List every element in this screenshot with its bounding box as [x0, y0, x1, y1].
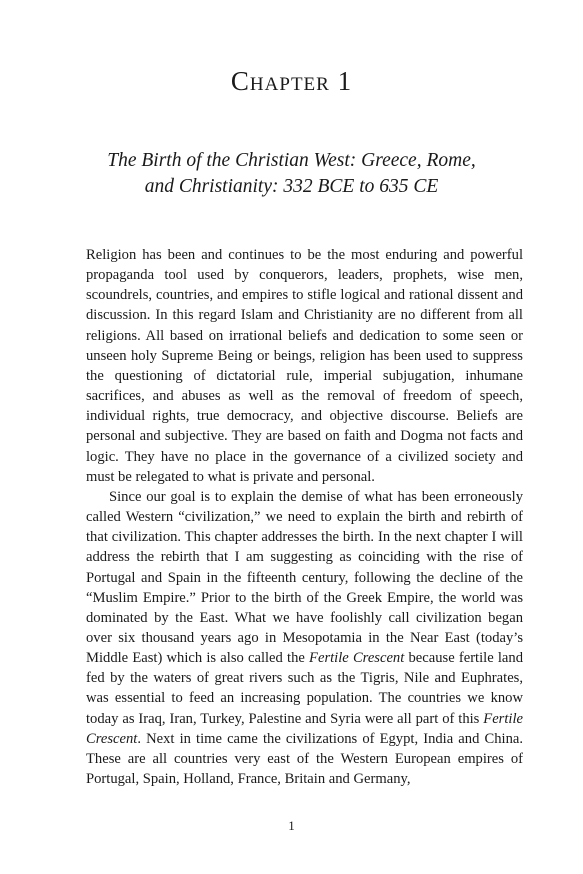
paragraph-1: Religion has been and continues to be the most enduring and powerful propaganda tool used by conquerors, leaders, prophets, wise men, scoundrels, countries, and empires to stifle logical and rational dissent and discussion. In this regard Islam and Christianity are no different from all religions. All based on irrational beliefs and dedication to some seen or unseen holy Supreme Being or beings, religion has been used to suppress the questioning of dictatorial rule, imperial subjugation, inhumane sacrifices, and abuses as well as the removal of freedom of speech, individual rights, true democracy, and objective discourse. Beliefs are personal and subjective. They are based on faith and Dogma not facts and logic. They have no place in the governance of a civilized society and must be relegated to what is private and personal.: [86, 247, 523, 485]
chapter-label: Chapter: [230, 66, 330, 96]
chapter-title-line-2: and Christianity: 332 BCE to 635 CE: [144, 176, 439, 197]
chapter-heading: [0, 66, 583, 97]
paragraph-2-part-b: because fertile land fed by the waters of great rivers such as the Tigris, Nile and Euphrates, was essential to feed an increasing population. The countries we know today as Iraq, Iran, Turkey, Palestine and Syria were all part of this: [86, 650, 524, 727]
page-number: 1: [288, 818, 295, 833]
chapter-title: [60, 148, 523, 200]
paragraph-2-part-c: . Next in time came the civilizations of Egypt, India and China. These are all countries very east of the Western European empires of Portugal, Spain, Holland, France, Britain and Germany,: [86, 730, 523, 788]
chapter-title-line-1: The Birth of the Christian West: Greece, Rome,: [107, 150, 476, 171]
emphasis-fertile-crescent-1: Fertile Crescent: [309, 650, 405, 667]
paragraph-2-part-a: Since our goal is to explain the demise of what has been erroneously called Western “civilization,” we need to explain the birth and rebirth of that civilization. This chapter addresses the birth. In the next chapter I will address the rebirth that I am suggesting as coinciding with the rise of Portugal and Spain in the fifteenth century, following the decline of the “Muslim Empire.” Prior to the birth of the Greek Empire, the world was dominated by the East. What we have foolishly call civilization began over six thousand years ago in Mesopotamia in the Near East (today’s Middle East) which is also called the: [86, 488, 523, 667]
paragraph-2: [86, 487, 523, 789]
emphasis-fertile-crescent-2: Fertile Crescent: [86, 710, 523, 747]
body-text: [86, 245, 523, 789]
chapter-number: 1: [337, 66, 353, 96]
